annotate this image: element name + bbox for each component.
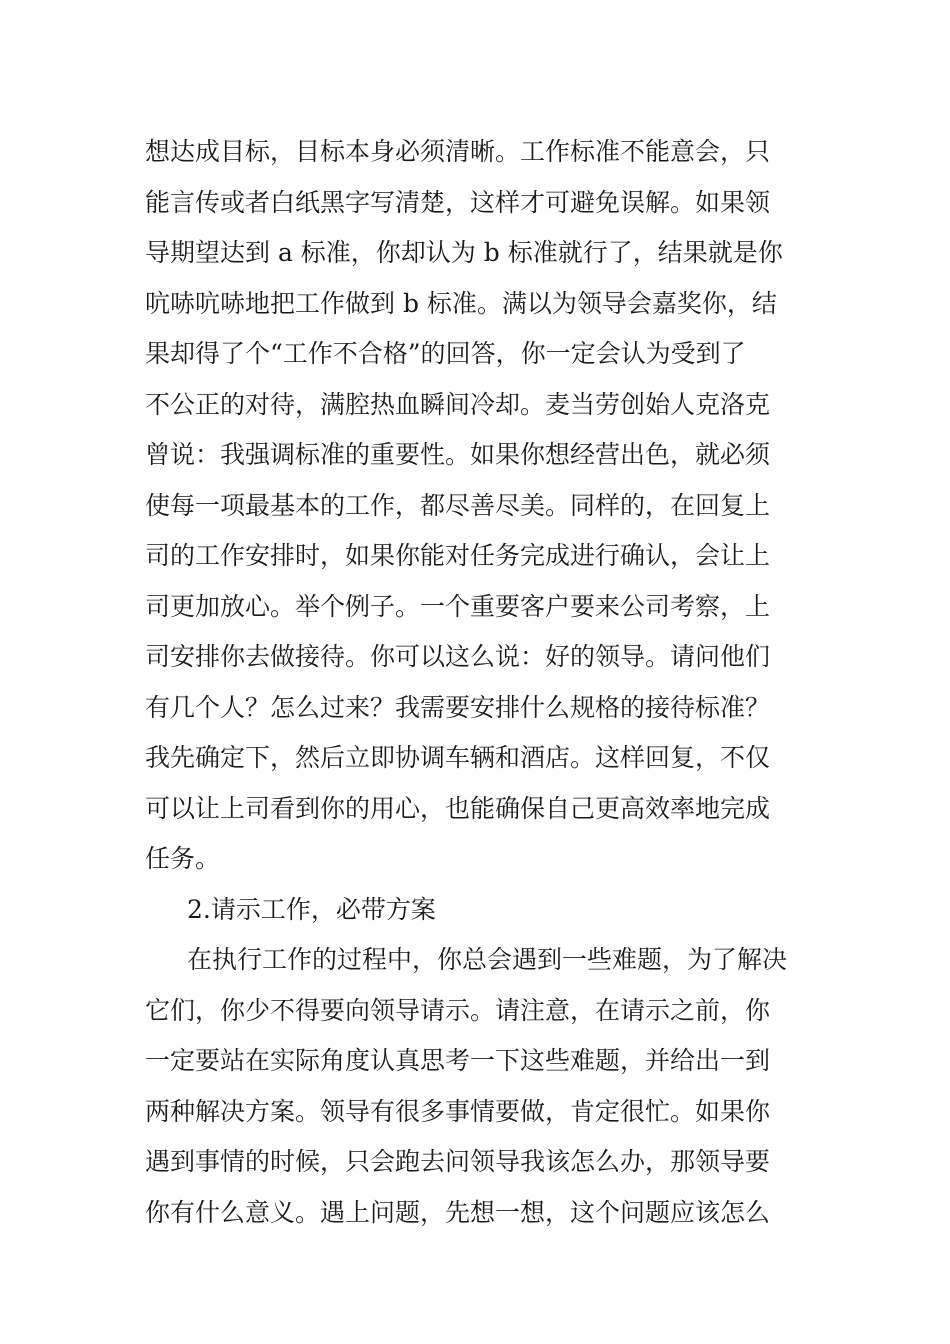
section-heading: 2.请示工作，必带方案 bbox=[187, 894, 436, 924]
text-line: 遇到事情的时候，只会跑去问领导我该怎么办，那领导要 bbox=[145, 1147, 771, 1176]
text-line: 它们，你少不得要向领导请示。请注意，在请示之前，你 bbox=[145, 995, 771, 1025]
text-line: 能言传或者白纸黑字写清楚，这样才可避免误解。如果领 bbox=[145, 187, 771, 217]
text-line: 你有什么意义。遇上问题，先想一想，这个问题应该怎么 bbox=[145, 1197, 771, 1227]
text-line: 两种解决方案。领导有很多事情要做，肯定很忙。如果你 bbox=[145, 1096, 771, 1126]
text-line: 司的工作安排时，如果你能对任务完成进行确认，会让上 bbox=[145, 541, 771, 570]
text-line: 司更加放心。举个例子。一个重要客户要来公司考察，上 bbox=[145, 591, 771, 621]
paragraph bbox=[145, 935, 825, 1238]
text-line: 任务。 bbox=[145, 844, 221, 873]
document-body bbox=[145, 127, 825, 1238]
paragraph bbox=[145, 127, 825, 885]
text-line: 可以让上司看到你的用心，也能确保自己更高效率地完成 bbox=[145, 793, 771, 823]
text-line: 不公正的对待，满腔热血瞬间冷却。麦当劳创始人克洛克 bbox=[145, 389, 771, 419]
text-line: 想达成目标，目标本身必须清晰。工作标准不能意会，只 bbox=[145, 137, 771, 166]
text-line: 一定要站在实际角度认真思考一下这些难题，并给出一到 bbox=[145, 1046, 771, 1075]
text-line: 果却得了个“工作不合格”的回答，你一定会认为受到了 bbox=[145, 339, 746, 368]
text-line: 导期望达到 a 标准，你却认为 b 标准就行了，结果就是你 bbox=[145, 238, 783, 267]
text-line: 司安排你去做接待。你可以这么说：好的领导。请问他们 bbox=[145, 642, 771, 671]
text-line: 吭哧吭哧地把工作做到 b 标准。满以为领导会嘉奖你，结 bbox=[145, 288, 777, 318]
text-line: 使每一项最基本的工作，都尽善尽美。同样的，在回复上 bbox=[145, 490, 771, 520]
text-line: 有几个人？怎么过来？我需要安排什么规格的接待标准？ bbox=[145, 692, 771, 722]
text-line: 曾说：我强调标准的重要性。如果你想经营出色，就必须 bbox=[145, 440, 771, 469]
text-line: 我先确定下，然后立即协调车辆和酒店。这样回复，不仅 bbox=[145, 743, 771, 772]
text-line: 在执行工作的过程中，你总会遇到一些难题，为了解决 bbox=[187, 945, 788, 974]
